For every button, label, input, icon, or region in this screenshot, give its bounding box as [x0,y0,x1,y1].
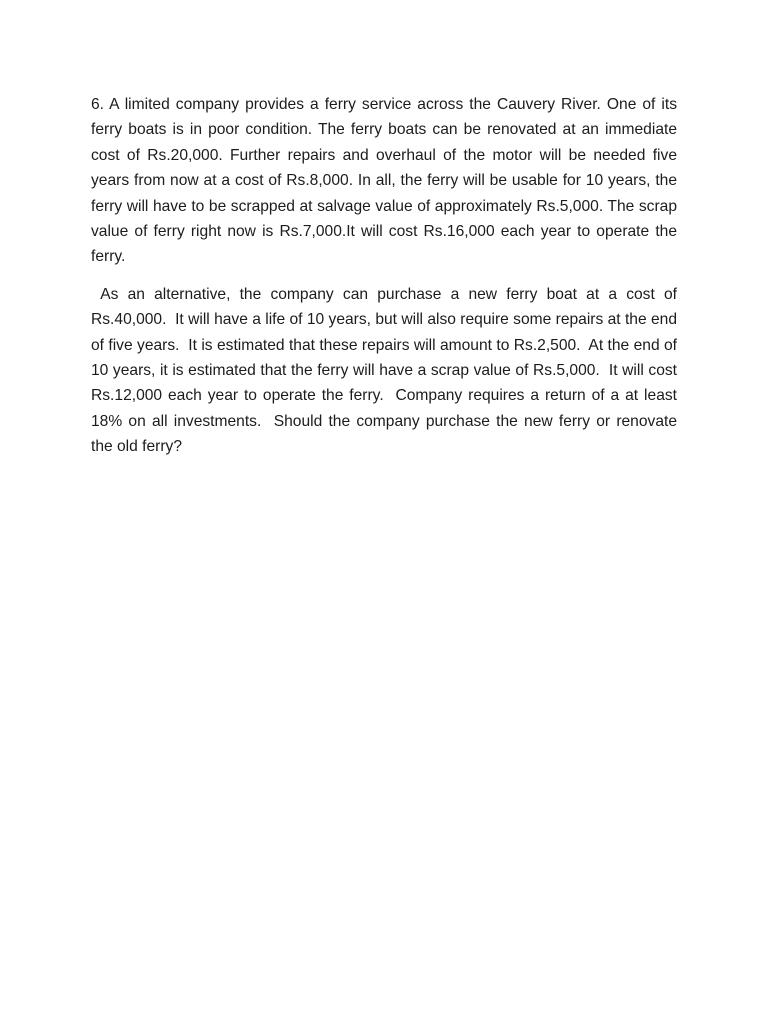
problem-paragraph-2: As an alternative, the company can purchase a new ferry boat at a cost of Rs.40,000. It will have a life of 10 years, but will also require some repairs at the end of five years. It is estimated that these repairs will amount to Rs.2,500. At the end of 10 years, it is estimated that the ferry will have a scrap value of Rs.5,000. It will cost Rs.12,000 each year to operate the ferry. Company requires a return of a at least 18% on all investments. Should the company purchase the new ferry or renovate the old ferry? [91,285,682,456]
document-body [91,92,682,460]
problem-paragraph-1: 6. A limited company provides a ferry service across the Cauvery River. One of its ferry boats is in poor condition. The ferry boats can be renovated at an immediate cost of Rs.20,000. Further repairs and overhaul of the motor will be needed five years from now at a cost of Rs.8,000. In all, the ferry will be usable for 10 years, the ferry will have to be scrapped at salvage value of approximately Rs.5,000. The scrap value of ferry right now is Rs.7,000.It will cost Rs.16,000 each year to operate the ferry. [91,96,677,266]
